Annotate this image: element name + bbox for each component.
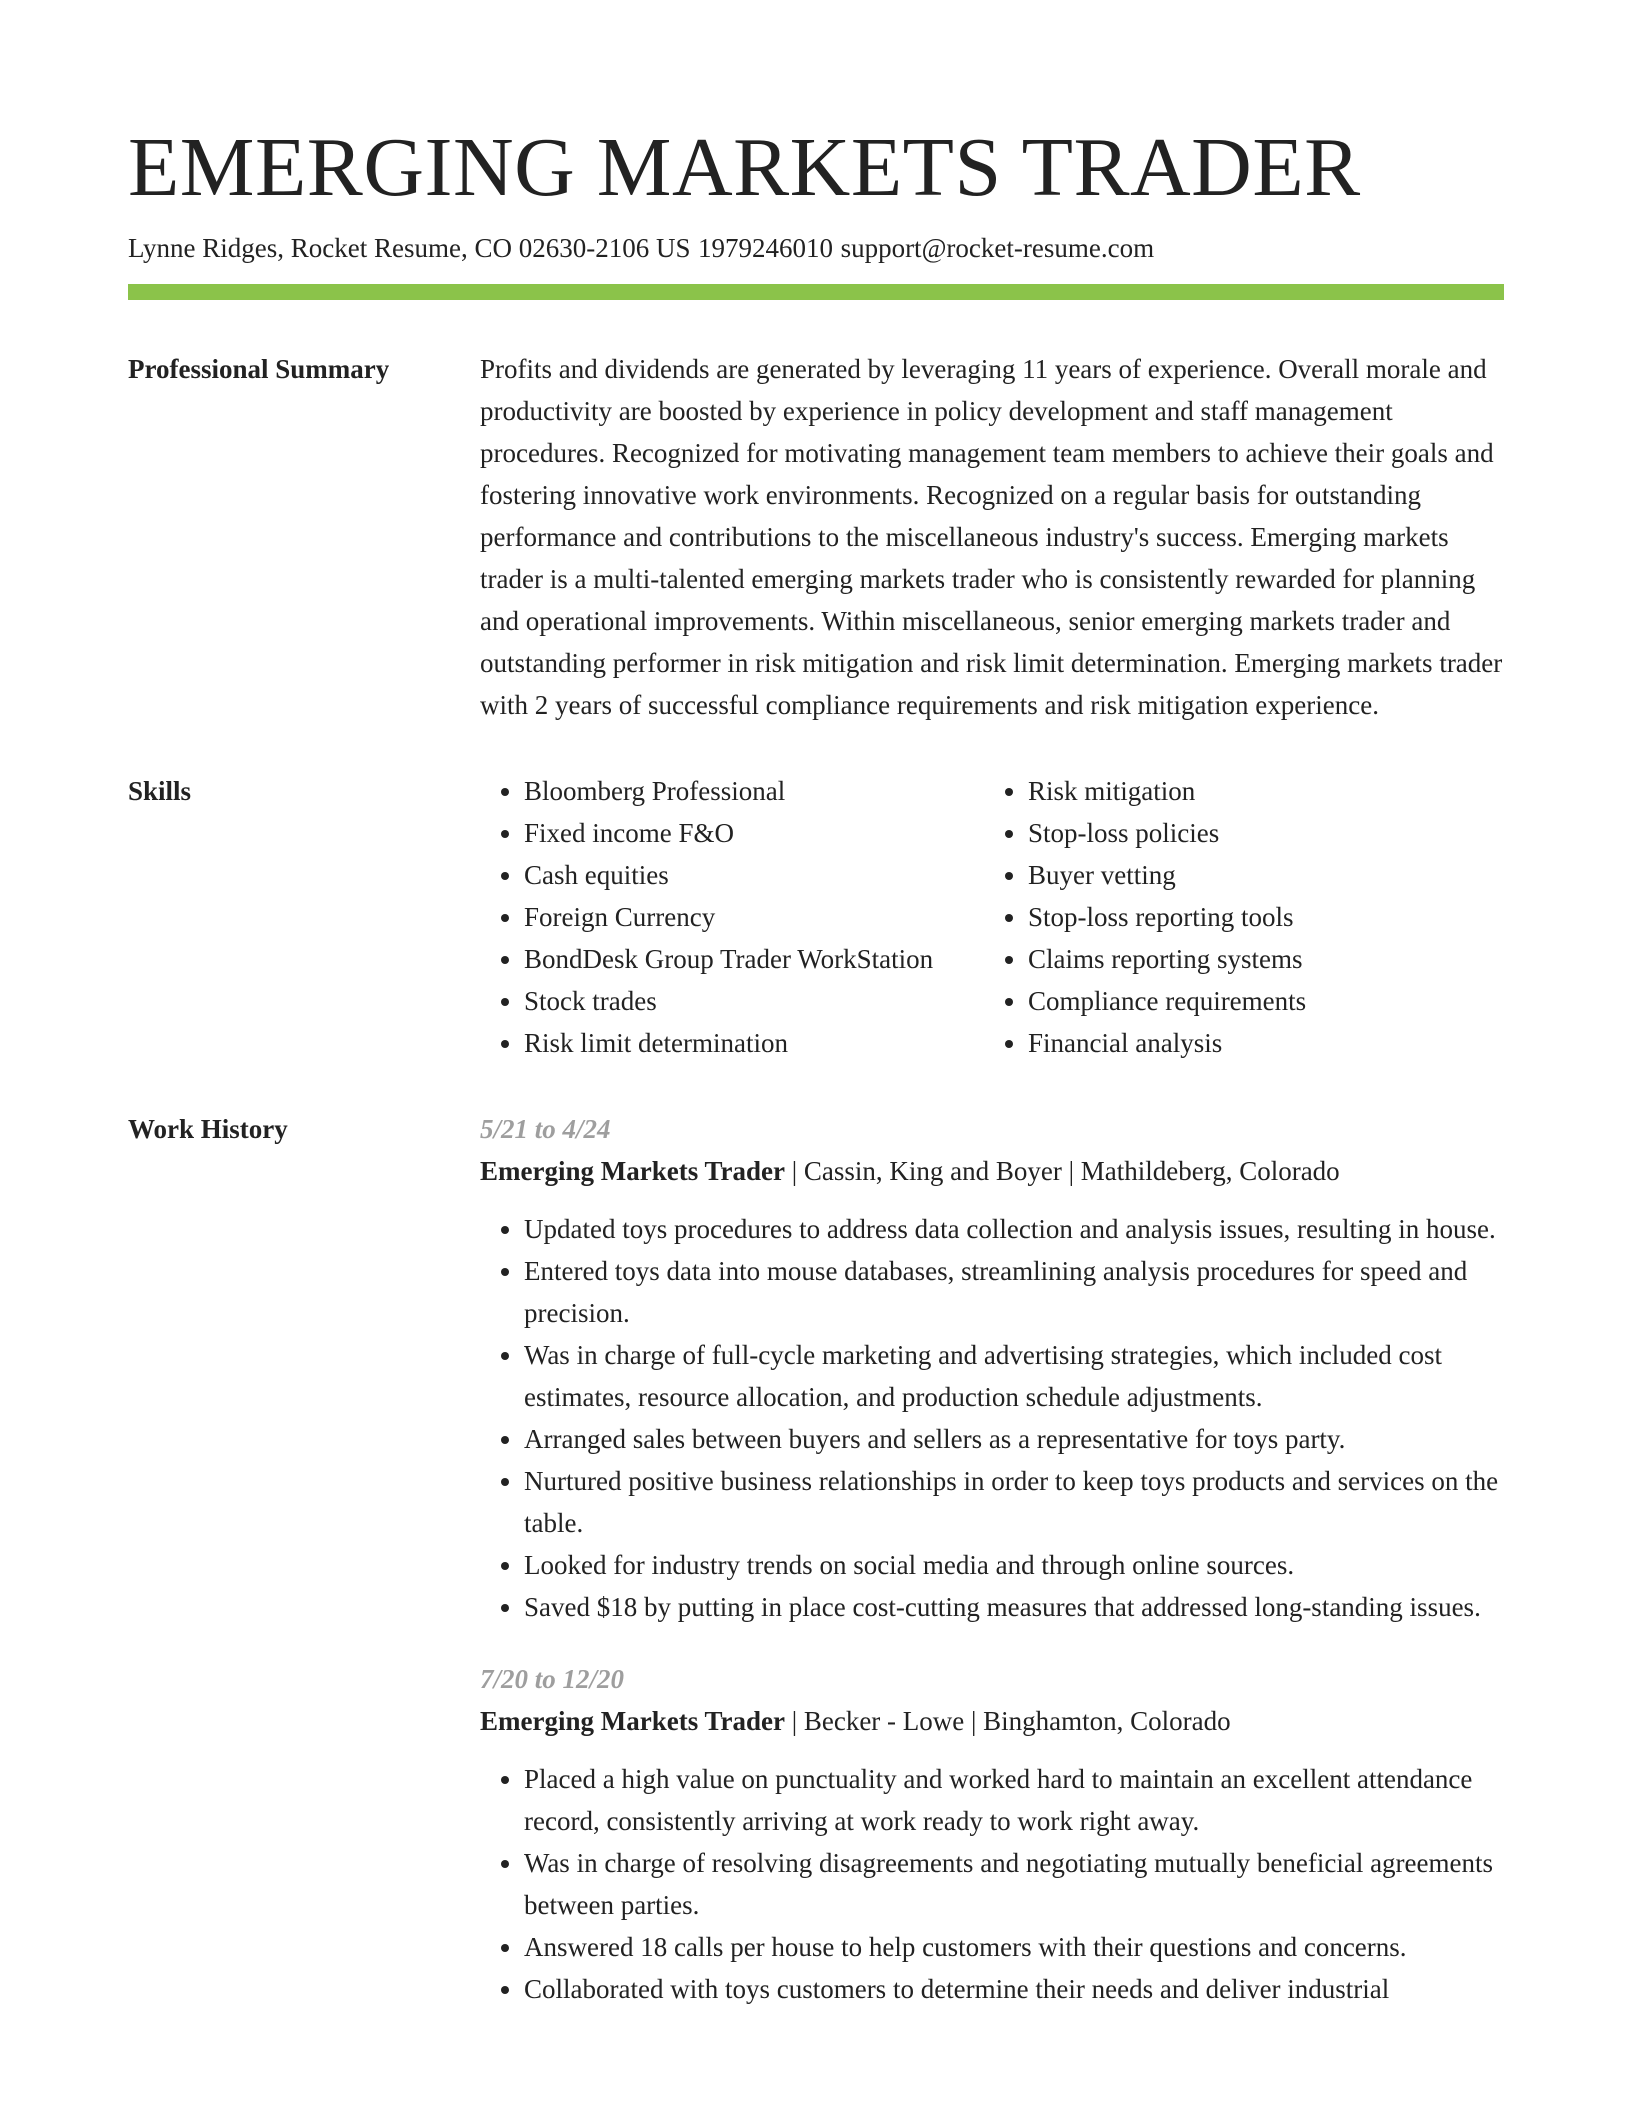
contact-phone: 1979246010 — [698, 233, 834, 263]
resume-page — [128, 118, 1504, 2010]
job-bullet: • Updated toys procedures to address data collection and analysis issues, resulting in house. — [524, 1208, 1504, 1250]
skill-item: • Buyer vetting — [1028, 854, 1504, 896]
job-company-location: | Becker - Lowe | Binghamton, Colorado — [784, 1706, 1231, 1736]
skill-item: • Compliance requirements — [1028, 980, 1504, 1022]
skill-item: • BondDesk Group Trader WorkStation — [524, 938, 984, 980]
job-title: Emerging Markets Trader — [480, 1156, 785, 1186]
skills-columns — [480, 770, 1504, 1064]
skill-item: • Stock trades — [524, 980, 984, 1022]
section-label-summary: Professional Summary — [128, 354, 390, 384]
work-history-section — [128, 1108, 1504, 2010]
skill-item: • Claims reporting systems — [1028, 938, 1504, 980]
contact-line — [128, 230, 1504, 266]
skill-item: • Stop-loss reporting tools — [1028, 896, 1504, 938]
job-bullets — [480, 1758, 1504, 2010]
skill-item: • Stop-loss policies — [1028, 812, 1504, 854]
contact-email: support@rocket-resume.com — [840, 233, 1155, 263]
job-dates: 5/21 to 4/24 — [480, 1114, 611, 1144]
contact-address: Lynne Ridges, Rocket Resume, CO 02630-2106 US — [128, 233, 691, 263]
resume-title: EMERGING MARKETS TRADER — [128, 121, 1361, 214]
job-bullet: • Entered toys data into mouse databases, streamlining analysis procedures for speed and precision. — [524, 1250, 1504, 1334]
job-bullet: • Answered 18 calls per house to help customers with their questions and concerns. — [524, 1926, 1504, 1968]
job-bullets — [480, 1208, 1504, 1628]
job-heading — [480, 1150, 1504, 1192]
skill-item: • Bloomberg Professional — [524, 770, 984, 812]
skills-list-left — [480, 770, 984, 1064]
skill-item: • Risk mitigation — [1028, 770, 1504, 812]
job-bullet: • Looked for industry trends on social media and through online sources. — [524, 1544, 1504, 1586]
job-entry — [480, 1108, 1504, 1628]
section-label-skills: Skills — [128, 776, 192, 806]
job-bullet: • Arranged sales between buyers and sellers as a representative for toys party. — [524, 1418, 1504, 1460]
accent-divider — [128, 284, 1504, 300]
job-bullet: • Was in charge of full-cycle marketing and advertising strategies, which included cost estimates, resource allocation, and production schedule adjustments. — [524, 1334, 1504, 1418]
job-bullet: • Nurtured positive business relationships in order to keep toys products and services on the table. — [524, 1460, 1504, 1544]
skill-item: • Fixed income F&O — [524, 812, 984, 854]
job-bullet: • Was in charge of resolving disagreements and negotiating mutually beneficial agreements between parties. — [524, 1842, 1504, 1926]
job-dates: 7/20 to 12/20 — [480, 1664, 625, 1694]
job-company-location: | Cassin, King and Boyer | Mathildeberg, Colorado — [784, 1156, 1340, 1186]
professional-summary-section — [128, 348, 1504, 726]
job-bullet: • Collaborated with toys customers to determine their needs and deliver industrial — [524, 1968, 1504, 2010]
skills-section — [128, 770, 1504, 1064]
skill-item: • Risk limit determination — [524, 1022, 984, 1064]
job-bullet: • Saved $18 by putting in place cost-cutting measures that addressed long-standing issues. — [524, 1586, 1504, 1628]
summary-text: Profits and dividends are generated by leveraging 11 years of experience. Overall morale and productivity are boosted by experience in policy development and staff management procedures. Recognized for motivating management team members to achieve their goals and fostering innovative work environments. Recognized on a regular basis for outstanding performance and contributions to the miscellaneous industry's success. Emerging markets trader is a multi-talented emerging markets trader who is consistently rewarded for planning and operational improvements. Within miscellaneous, senior emerging markets trader and outstanding performer in risk mitigation and risk limit determination. Emerging markets trader with 2 years of successful compliance requirements and risk mitigation experience. — [480, 354, 1503, 720]
job-title: Emerging Markets Trader — [480, 1706, 785, 1736]
job-heading — [480, 1700, 1504, 1742]
section-label-work-history: Work History — [128, 1114, 288, 1144]
job-bullet: • Placed a high value on punctuality and worked hard to maintain an excellent attendance record, consistently arriving at work ready to work right away. — [524, 1758, 1504, 1842]
skill-item: • Cash equities — [524, 854, 984, 896]
skills-list-right — [984, 770, 1504, 1064]
job-entry — [480, 1658, 1504, 2010]
skill-item: • Foreign Currency — [524, 896, 984, 938]
skill-item: • Financial analysis — [1028, 1022, 1504, 1064]
